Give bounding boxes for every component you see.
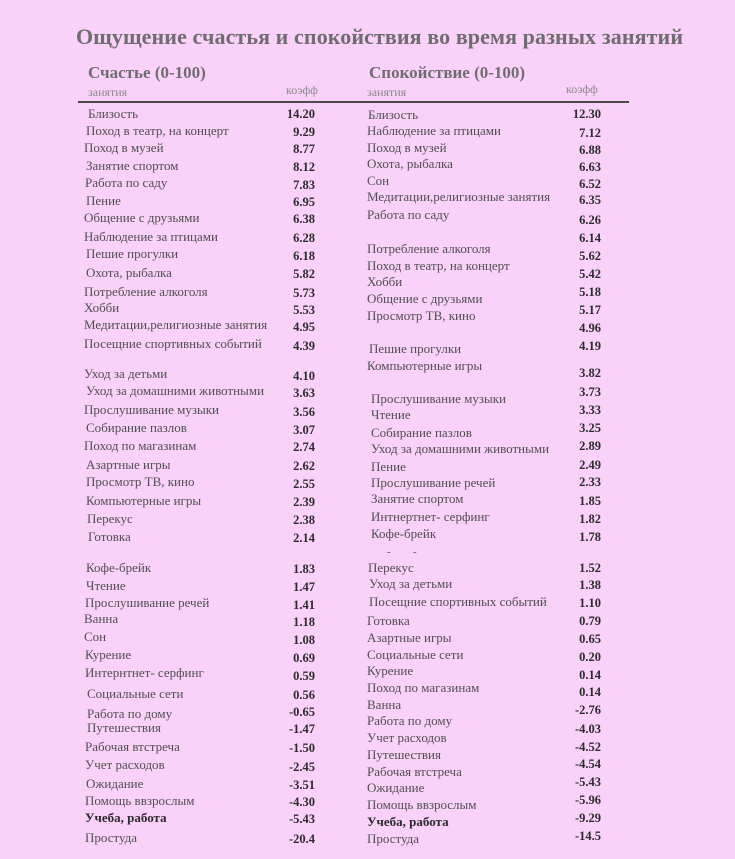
happiness-activity: Общение с друзьями xyxy=(84,210,200,225)
happiness-activity: Помощь ввзрослым xyxy=(85,793,195,808)
happiness-activity: Пешие прогулки xyxy=(86,246,179,261)
happiness-coef: 4.95 xyxy=(293,320,315,334)
calm-coef: 1.10 xyxy=(579,596,601,610)
happiness-coef: 3.07 xyxy=(293,423,315,437)
happiness-coef: 5.82 xyxy=(293,267,315,281)
happiness-activity: Просмотр ТВ, кино xyxy=(86,474,195,489)
calm-coef: 0.20 xyxy=(579,650,601,664)
happiness-coef: 1.41 xyxy=(293,598,315,612)
calm-activity: Прослушивание музыки xyxy=(371,391,506,406)
happiness-coef: 6.38 xyxy=(293,212,315,226)
calm-coef: 5.17 xyxy=(579,303,601,317)
calm-coef: 0.14 xyxy=(579,668,601,682)
calm-coef: -9.29 xyxy=(574,811,601,825)
happiness-activity: Компьютерные игры xyxy=(86,493,202,508)
happiness-activity: Уход за домашними животными xyxy=(86,383,265,398)
happiness-coef: 8.77 xyxy=(293,142,315,156)
happiness-activity: Поход в музей xyxy=(84,140,164,155)
calm-activity: Посещние спортивных событий xyxy=(369,594,547,609)
happiness-coef: 4.10 xyxy=(293,369,315,383)
happiness-activity: Потребление алкоголя xyxy=(84,284,208,299)
happiness-activity: Собирание пазлов xyxy=(86,420,187,435)
calm-coef: -5.43 xyxy=(574,775,601,789)
calm-activity: Помощь ввзрослым xyxy=(367,797,477,812)
header-rule xyxy=(78,101,629,103)
happiness-coef: -3.51 xyxy=(288,778,315,792)
calm-activity: Близость xyxy=(368,107,419,122)
happiness-coef: 1.47 xyxy=(293,580,315,594)
happiness-coef: 0.59 xyxy=(293,669,315,683)
calm-activity: Ожидание xyxy=(367,780,425,795)
calm-activity: Прослушивание речей xyxy=(371,475,496,490)
calm-coef: -5.96 xyxy=(574,793,601,807)
happiness-activity: Близость xyxy=(88,106,139,121)
happiness-coef: 5.53 xyxy=(293,303,315,317)
happiness-heading: Счастье (0-100) xyxy=(88,63,206,82)
calm-coef: -4.54 xyxy=(574,757,601,771)
happiness-activity: Социальные сети xyxy=(87,686,184,701)
happiness-activity: Хобби xyxy=(84,300,120,315)
happiness-activity: Простуда xyxy=(85,830,138,845)
calm-activity: Потребление алкоголя xyxy=(367,241,491,256)
calm-coef: 3.73 xyxy=(579,385,601,399)
happiness-activity: Уход за детьми xyxy=(84,366,168,381)
happiness-coef: 9.29 xyxy=(293,125,315,139)
happiness-coef: 0.56 xyxy=(293,688,315,702)
calm-activity: Ванна xyxy=(367,697,402,712)
happiness-coef: 2.39 xyxy=(293,495,315,509)
happiness-activity: Сон xyxy=(84,629,107,644)
page-title: Ощущение счастья и спокойствия во время разных занятий xyxy=(76,24,684,49)
calm-activity: Собирание пазлов xyxy=(371,425,472,440)
calm-activity: Работа по дому xyxy=(367,713,453,728)
calm-activity: Социальные сети xyxy=(367,647,464,662)
calm-activity: Простуда xyxy=(367,831,420,846)
calm-activity: Путешествия xyxy=(367,747,441,762)
happiness-activity: Азартные игры xyxy=(86,457,171,472)
calm-activity: Учеба, работа xyxy=(367,814,449,829)
calm-activity: Сон xyxy=(367,173,390,188)
happiness-activity: Пение xyxy=(86,193,121,208)
calm-coef: 5.42 xyxy=(579,267,601,281)
happiness-coef: 6.28 xyxy=(293,231,315,245)
calm-coef: 3.33 xyxy=(579,403,601,417)
calm-coef: -2.76 xyxy=(574,703,601,717)
happiness-coef: 2.62 xyxy=(293,459,315,473)
calm-activity: Азартные игры xyxy=(367,630,452,645)
calm-col-coef: коэфф xyxy=(566,82,598,96)
calm-activity: Занятие спортом xyxy=(371,491,464,506)
calm-coef: 7.12 xyxy=(579,126,601,140)
happiness-coef: 6.95 xyxy=(293,195,315,209)
happiness-coef: 1.83 xyxy=(293,562,315,576)
calm-coef: 2.89 xyxy=(579,439,601,453)
happiness-activity: Интернтнет- серфинг xyxy=(85,665,204,680)
calm-activity: Хобби xyxy=(367,274,403,289)
calm-coef: 3.82 xyxy=(579,366,601,380)
happiness-coef: 1.18 xyxy=(293,615,315,629)
calm-activity: Чтение xyxy=(371,407,411,422)
calm-activity: Общение с друзьями xyxy=(367,291,483,306)
calm-activity: Уход за домашними животными xyxy=(371,441,550,456)
happiness-coef: 0.69 xyxy=(293,651,315,665)
calm-coef: -4.52 xyxy=(574,740,601,754)
happiness-activity: Прослушивание музыки xyxy=(84,402,219,417)
happiness-coef: 14.20 xyxy=(286,107,315,121)
happiness-activity: Учеба, работа xyxy=(85,810,167,825)
calm-coef: 2.49 xyxy=(579,458,601,472)
calm-coef: 3.25 xyxy=(579,421,601,435)
decorative-dash: - xyxy=(413,546,417,558)
happiness-activity: Ожидание xyxy=(86,776,144,791)
happiness-coef: 8.12 xyxy=(293,160,315,174)
happiness-activity: Поход по магазинам xyxy=(84,438,197,453)
happiness-activity: Курение xyxy=(85,647,132,662)
calm-coef: 0.14 xyxy=(579,685,601,699)
calm-coef: 5.18 xyxy=(579,285,601,299)
happiness-activity: Прослушивание речей xyxy=(85,595,210,610)
calm-activity: Поход по магазинам xyxy=(367,680,480,695)
happiness-activity: Работа по саду xyxy=(85,175,168,190)
happiness-coef: 2.14 xyxy=(293,531,315,545)
happiness-coef: -20.4 xyxy=(288,832,315,846)
calm-coef: 1.52 xyxy=(579,561,601,575)
calm-coef: 5.62 xyxy=(579,249,601,263)
calm-activity: Пешие прогулки xyxy=(369,341,462,356)
calm-coef: -14.5 xyxy=(574,829,601,843)
calm-col-activity: занятия xyxy=(367,85,407,99)
calm-coef: 1.82 xyxy=(579,512,601,526)
happiness-coef: 3.56 xyxy=(293,405,315,419)
calm-activity: Компьютерные игры xyxy=(367,358,483,373)
decorative-dash: - xyxy=(387,546,391,558)
happiness-activity: Рабочая втстреча xyxy=(85,739,180,754)
calm-coef: 0.79 xyxy=(579,614,601,628)
calm-activity: Наблюдение за птицами xyxy=(367,123,501,138)
happiness-coef: 3.63 xyxy=(293,386,315,400)
calm-heading: Спокойствие (0-100) xyxy=(369,63,526,82)
calm-coef: 6.52 xyxy=(579,177,601,191)
calm-coef: -4.03 xyxy=(574,722,601,736)
happiness-coef: -1.47 xyxy=(288,722,315,736)
calm-activity: Поход в музей xyxy=(367,140,447,155)
happiness-activity: Учет расходов xyxy=(85,757,165,772)
calm-activity: Охота, рыбалка xyxy=(367,156,453,171)
calm-activity: Пение xyxy=(371,459,406,474)
calm-coef: 6.14 xyxy=(579,231,601,245)
calm-activity: Перекус xyxy=(368,560,414,575)
calm-coef: 6.88 xyxy=(579,143,601,157)
calm-activity: Интнертнет- серфинг xyxy=(371,509,490,524)
calm-coef: 1.85 xyxy=(579,494,601,508)
happiness-coef: -2.45 xyxy=(288,760,315,774)
happiness-activity: Охота, рыбалка xyxy=(86,265,172,280)
calm-coef: 6.35 xyxy=(579,193,601,207)
happiness-activity: Чтение xyxy=(86,578,126,593)
happiness-coef: 6.18 xyxy=(293,249,315,263)
happiness-activity: Занятие спортом xyxy=(86,158,179,173)
happiness-coef: 1.08 xyxy=(293,633,315,647)
calm-activity: Работа по саду xyxy=(367,207,450,222)
calm-activity: Курение xyxy=(367,663,414,678)
happiness-col-activity: занятия xyxy=(88,85,128,99)
happiness-coef: -1.50 xyxy=(288,741,315,755)
happiness-activity: Готовка xyxy=(88,529,131,544)
happiness-activity: Медитации,религиозные занятия xyxy=(84,317,268,332)
calm-activity: Готовка xyxy=(367,613,410,628)
calm-coef: 12.30 xyxy=(572,107,601,121)
calm-activity: Учет расходов xyxy=(367,730,447,745)
calm-coef: 6.26 xyxy=(579,213,601,227)
calm-activity: Медитации,религиозные занятия xyxy=(367,189,551,204)
happiness-activity: Работа по дому xyxy=(87,706,173,721)
calm-coef: 1.78 xyxy=(579,530,601,544)
happiness-coef: 2.55 xyxy=(293,477,315,491)
happiness-activity: Путешествия xyxy=(87,720,161,735)
happiness-activity: Наблюдение за птицами xyxy=(84,229,218,244)
calm-activity: Рабочая втстреча xyxy=(367,764,462,779)
happiness-activity: Ванна xyxy=(84,611,119,626)
happiness-coef: 2.38 xyxy=(293,513,315,527)
happiness-col-coef: коэфф xyxy=(286,83,318,97)
happiness-activity: Поход в театр, на концерт xyxy=(86,123,229,138)
happiness-activity: Кофе-брейк xyxy=(86,560,152,575)
calm-activity: Кофе-брейк xyxy=(371,526,437,541)
calm-coef: 4.96 xyxy=(579,321,601,335)
calm-coef: 1.38 xyxy=(579,578,601,592)
happiness-coef: 5.73 xyxy=(293,286,315,300)
calm-activity: Поход в театр, на концерт xyxy=(367,258,510,273)
happiness-coef: -0.65 xyxy=(288,705,315,719)
happiness-activity: Перекус xyxy=(87,511,133,526)
happiness-coef: -5.43 xyxy=(288,812,315,826)
calm-coef: 2.33 xyxy=(579,475,601,489)
happiness-coef: 4.39 xyxy=(293,339,315,353)
calm-activity: Просмотр ТВ, кино xyxy=(367,308,476,323)
calm-coef: 4.19 xyxy=(579,339,601,353)
happiness-activity: Посещние спортивных событий xyxy=(84,336,262,351)
calm-coef: 6.63 xyxy=(579,160,601,174)
calm-activity: Уход за детьми xyxy=(369,576,453,591)
happiness-coef: -4.30 xyxy=(288,795,315,809)
calm-coef: 0.65 xyxy=(579,632,601,646)
happiness-coef: 7.83 xyxy=(293,178,315,192)
happiness-coef: 2.74 xyxy=(293,440,315,454)
